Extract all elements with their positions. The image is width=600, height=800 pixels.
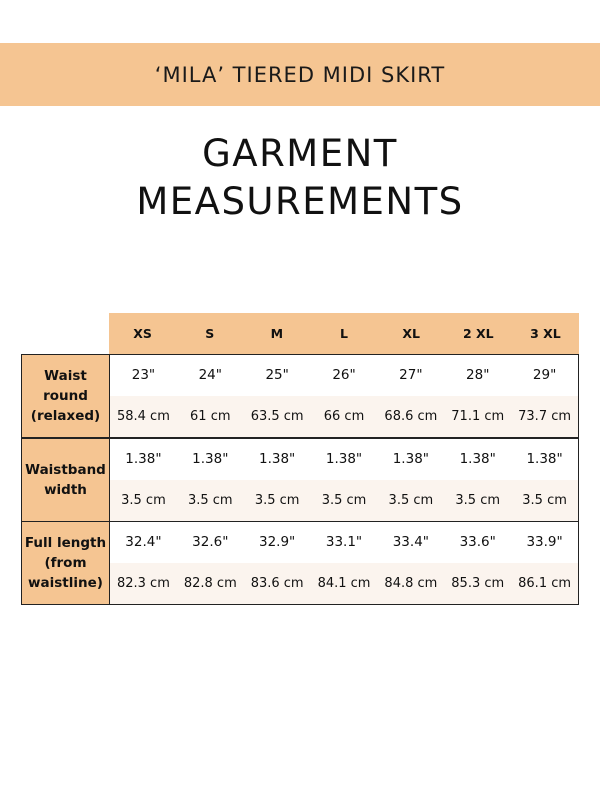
inch-values-row bbox=[110, 522, 578, 563]
value-cell: 27" bbox=[399, 367, 423, 383]
value-cell: 73.7 cm bbox=[518, 409, 572, 424]
value-cell: 3.5 cm bbox=[522, 493, 567, 508]
value-cell: 32.9" bbox=[259, 534, 296, 550]
value-cell: 83.6 cm bbox=[250, 576, 304, 591]
value-cell: 29" bbox=[532, 367, 557, 383]
value-cell: 3.5 cm bbox=[121, 493, 166, 508]
value-cell: 82.8 cm bbox=[183, 576, 237, 591]
value-cell: 3.5 cm bbox=[321, 493, 367, 508]
value-cell: 3.5 cm bbox=[455, 493, 501, 508]
size-header-s: S bbox=[205, 326, 215, 341]
value-cell: 66 cm bbox=[323, 409, 365, 424]
product-banner bbox=[0, 43, 600, 106]
value-cell: 1.38" bbox=[259, 451, 296, 467]
value-cell: 32.4" bbox=[125, 534, 162, 550]
value-cell: 24" bbox=[198, 367, 222, 383]
cm-values-row bbox=[110, 396, 578, 437]
value-cell: 85.3 cm bbox=[451, 576, 505, 591]
value-cell: 1.38" bbox=[325, 451, 363, 467]
value-cell: 68.6 cm bbox=[384, 409, 438, 424]
size-header-xl: XL bbox=[402, 326, 420, 341]
value-cell: 1.38" bbox=[459, 451, 496, 467]
value-cell: 33.4" bbox=[392, 534, 429, 550]
inch-values-row bbox=[110, 439, 578, 480]
value-cell: 23" bbox=[131, 367, 156, 383]
value-cell: 28" bbox=[466, 367, 490, 383]
size-header-3xl: 3 XL bbox=[530, 326, 561, 341]
measurement-group-full-length bbox=[21, 521, 579, 605]
value-cell: 33.9" bbox=[526, 534, 563, 550]
size-header-xs: XS bbox=[133, 326, 152, 341]
value-cell: 32.6" bbox=[192, 534, 229, 550]
row-label-full-length: Full length (from waistline) bbox=[22, 522, 110, 604]
value-cell: 84.8 cm bbox=[384, 576, 438, 591]
value-cell: 3.5 cm bbox=[187, 493, 233, 508]
page-title-line-1: GARMENT bbox=[202, 132, 398, 175]
product-name: ‘MILA’ TIERED MIDI SKIRT bbox=[154, 62, 446, 87]
measurement-group-waist-round bbox=[21, 354, 579, 438]
value-cell: 25" bbox=[265, 367, 289, 383]
page-title-line-2: MEASUREMENTS bbox=[136, 180, 464, 223]
row-label-waistband-width: Waistband width bbox=[22, 439, 110, 521]
value-cell: 84.1 cm bbox=[317, 576, 371, 591]
size-header-m: M bbox=[270, 326, 284, 341]
value-cell: 1.38" bbox=[526, 451, 563, 467]
value-cell: 58.4 cm bbox=[116, 409, 170, 424]
value-cell: 82.3 cm bbox=[116, 576, 170, 591]
value-cell: 26" bbox=[332, 367, 356, 383]
value-cell: 3.5 cm bbox=[254, 493, 300, 508]
inch-values-row bbox=[110, 355, 578, 396]
value-cell: 1.38" bbox=[192, 451, 229, 467]
value-cell: 86.1 cm bbox=[518, 576, 572, 591]
size-header-row bbox=[109, 313, 579, 354]
size-header-2xl: 2 XL bbox=[462, 326, 494, 341]
value-cell: 63.5 cm bbox=[250, 409, 304, 424]
cm-values-row bbox=[110, 563, 578, 604]
measurement-group-waistband-width bbox=[21, 438, 579, 522]
value-cell: 33.6" bbox=[459, 534, 496, 550]
value-cell: 1.38" bbox=[125, 451, 162, 467]
value-cell: 33.1" bbox=[325, 534, 363, 550]
page-title bbox=[0, 130, 600, 226]
value-cell: 61 cm bbox=[190, 409, 231, 424]
value-cell: 1.38" bbox=[392, 451, 429, 467]
size-header-l: L bbox=[340, 326, 348, 341]
cm-values-row bbox=[110, 480, 578, 521]
row-label-waist-round: Waist round (relaxed) bbox=[22, 355, 110, 437]
value-cell: 71.1 cm bbox=[451, 409, 505, 424]
value-cell: 3.5 cm bbox=[388, 493, 434, 508]
